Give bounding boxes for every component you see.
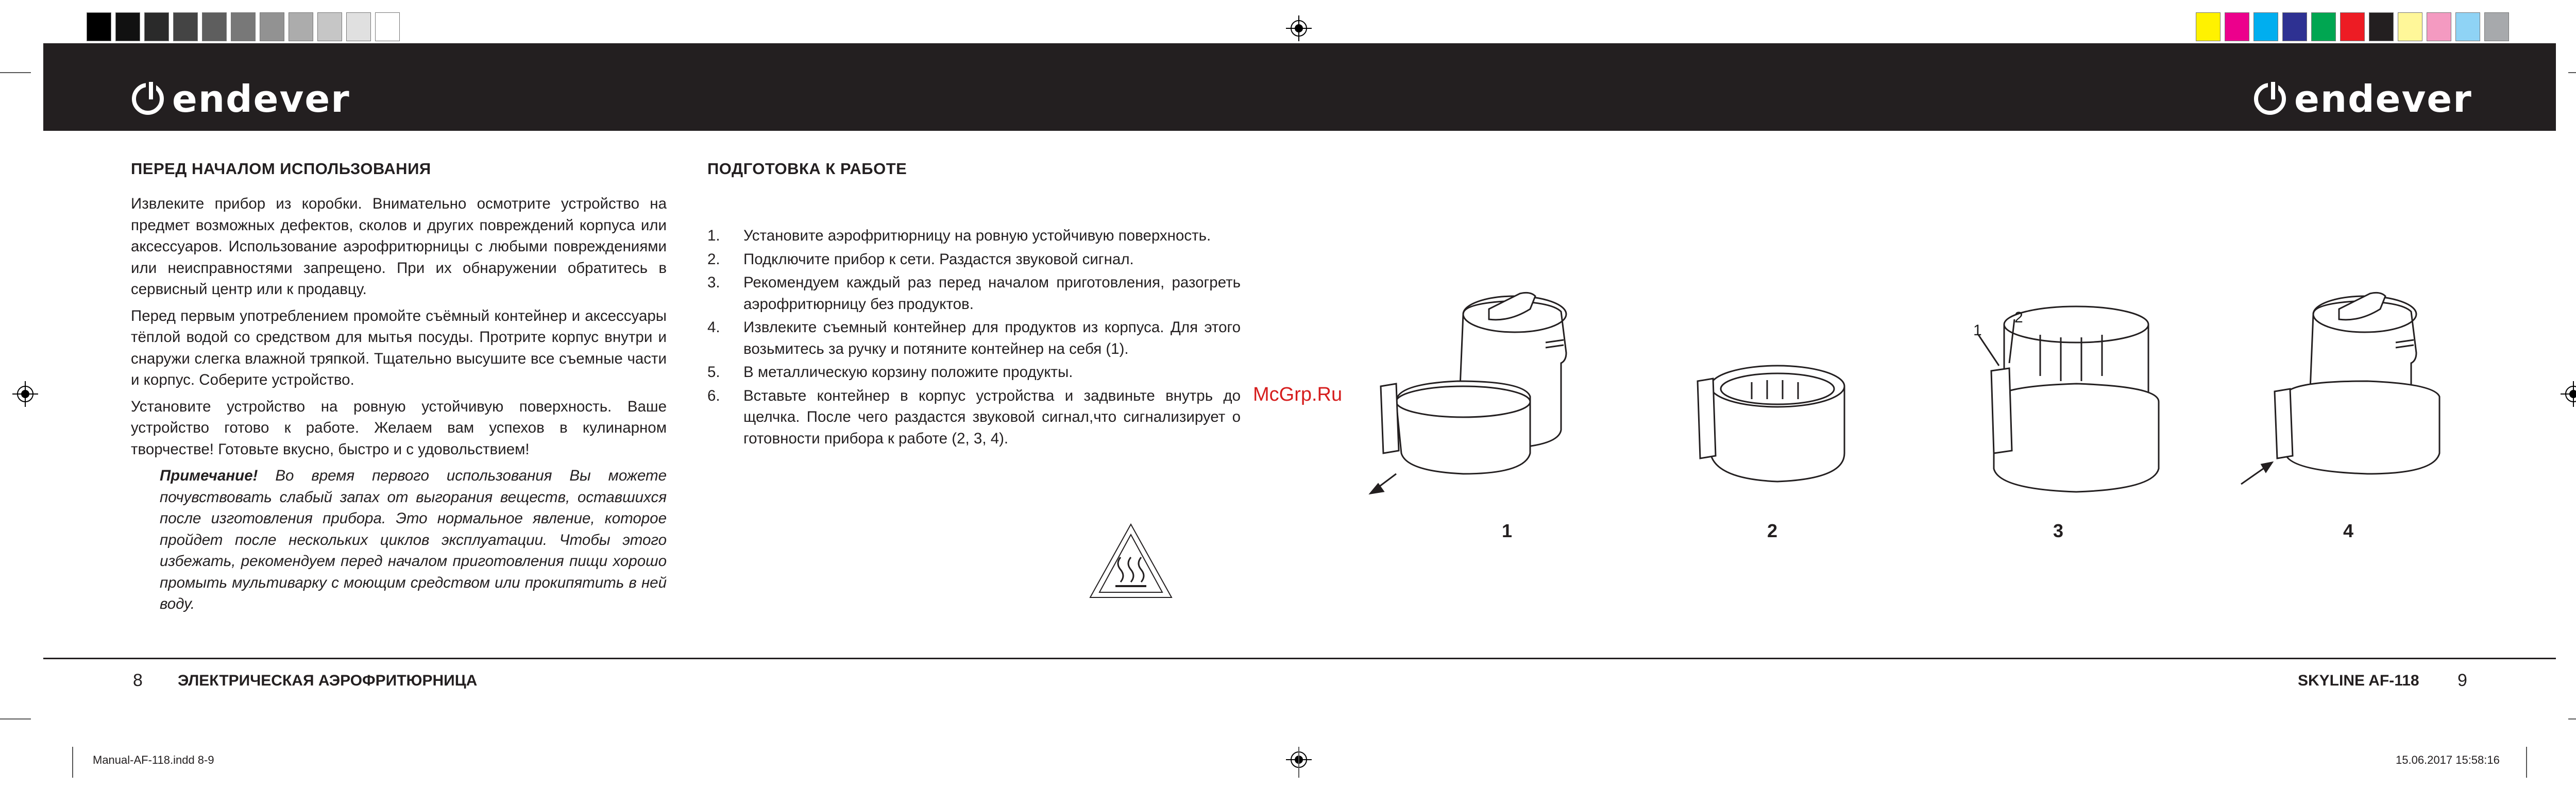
step-text: Подключите прибор к сети. Раздастся звуковой сигнал. xyxy=(743,250,1134,268)
gray-swatch xyxy=(375,12,400,41)
color-swatch xyxy=(2369,12,2394,41)
gray-swatch xyxy=(202,12,227,41)
step-item xyxy=(707,225,1241,247)
brand-logo-right xyxy=(2254,78,2472,119)
note-label: Примечание! xyxy=(160,467,258,484)
figure-2-basket xyxy=(1690,350,1865,515)
gray-swatch xyxy=(289,12,313,41)
hot-surface-warning-icon xyxy=(1087,520,1175,646)
step-number: 5. xyxy=(707,364,720,381)
watermark: McGrp.Ru xyxy=(1253,384,1343,405)
step-text: Рекомендуем каждый раз перед началом приготовления, разогреть аэрофритюрницу без продуктов. xyxy=(743,274,1241,313)
slug-timestamp: 15.06.2017 15:58:16 xyxy=(2396,753,2500,766)
step-number: 1. xyxy=(707,227,720,244)
header-band xyxy=(43,43,2556,131)
crop-mark xyxy=(2526,747,2527,778)
gray-swatch xyxy=(346,12,371,41)
crop-mark xyxy=(0,718,31,720)
figure-4-fryer-assembled xyxy=(2236,278,2452,515)
step-number: 3. xyxy=(707,274,720,291)
page-number-right: 9 xyxy=(2458,671,2467,690)
steps-list xyxy=(707,225,1241,449)
step-item xyxy=(707,362,1241,383)
step-text: В металлическую корзину положите продукты. xyxy=(743,364,1073,381)
crop-mark xyxy=(2568,718,2576,720)
figure-label-4: 4 xyxy=(2343,520,2354,541)
gray-swatch xyxy=(144,12,169,41)
figure-1-fryer-basket-out xyxy=(1360,278,1628,515)
color-swatch xyxy=(2484,12,2509,41)
step-number: 4. xyxy=(707,319,720,336)
color-swatch xyxy=(2455,12,2480,41)
left-column-text xyxy=(131,193,667,615)
footer-title-left: ЭЛЕКТРИЧЕСКАЯ АЭРОФРИТЮРНИЦА xyxy=(178,672,478,689)
color-swatch xyxy=(2311,12,2336,41)
step-item xyxy=(707,249,1241,270)
note-paragraph xyxy=(160,465,667,615)
preparation-steps xyxy=(707,225,1241,451)
paragraph: Извлеките прибор из коробки. Внимательно осмотрите устройство на предмет возможных дефектов, сколов и других повреждений корпуса или аксессуаров. Использование аэрофритюрницы с любыми повреждениями или неисправностями запрещено. При их обнаружении обратитесь в сервисный центр или к продавцу. xyxy=(131,195,667,298)
step-text: Установите аэрофритюрницу на ровную устойчивую поверхность. xyxy=(743,227,1211,244)
gray-swatch xyxy=(260,12,284,41)
gray-swatch xyxy=(231,12,256,41)
crop-mark xyxy=(1298,747,1299,778)
figure-label-1: 1 xyxy=(1502,520,1513,541)
figure-label-3: 3 xyxy=(2053,520,2064,541)
gray-swatch xyxy=(87,12,111,41)
paragraph: Перед первым употреблением промойте съёмный контейнер и аксессуары тёплой водой со средством для мытья посуды. Протрите корпус внутри и снаружи слегка влажной тряпкой. Тщательно высушите все съемные части и корпус. Соберите устройство. xyxy=(131,307,667,388)
callout-1: 1 xyxy=(1973,322,1982,339)
brand-logo-left xyxy=(132,78,350,119)
step-number: 2. xyxy=(707,250,720,268)
color-swatch xyxy=(2340,12,2365,41)
callout-2: 2 xyxy=(2014,309,2023,326)
step-item xyxy=(707,272,1241,315)
color-swatch xyxy=(2282,12,2307,41)
registration-mark-right xyxy=(2561,381,2576,407)
color-swatch xyxy=(2427,12,2451,41)
step-text: Извлеките съемный контейнер для продуктов из корпуса. Для этого возьмитесь за ручку и потяните контейнер на себя (1). xyxy=(743,319,1241,357)
figure-label-2: 2 xyxy=(1767,520,1778,541)
step-number: 6. xyxy=(707,387,720,404)
section-heading-before-use: ПЕРЕД НАЧАЛОМ ИСПОЛЬЗОВАНИЯ xyxy=(131,160,431,178)
brand-wordmark: endever xyxy=(172,77,350,121)
crop-mark xyxy=(72,747,73,778)
color-swatch xyxy=(2398,12,2422,41)
color-swatch xyxy=(2253,12,2278,41)
step-item xyxy=(707,317,1241,359)
registration-mark-top xyxy=(1286,15,1312,41)
registration-mark-left xyxy=(12,381,38,407)
step-item xyxy=(707,385,1241,450)
note-text: Во время первого использования Вы можете почувствовать слабый запах от выгорания веществ, оставшихся после изготовления прибора. Это нормальное явление, которое пройдет после нескольких циклов эксплуатации. Чтобы этого избежать, рекомендуем перед началом приготовления пищи хорошо промыть мультиварку с моющим средством или прокипятить в ней воду. xyxy=(160,467,667,612)
slug-filename: Manual-AF-118.indd 8-9 xyxy=(93,753,214,766)
figure-3-insert-basket xyxy=(1963,304,2179,520)
crop-mark xyxy=(2568,72,2576,73)
gray-swatch xyxy=(115,12,140,41)
brand-wordmark: endever xyxy=(2294,77,2472,121)
gray-swatch xyxy=(317,12,342,41)
power-icon xyxy=(132,83,164,115)
gray-swatch xyxy=(173,12,198,41)
section-heading-preparation: ПОДГОТОВКА К РАБОТЕ xyxy=(707,160,907,178)
footer-title-right: SKYLINE AF-118 xyxy=(2298,672,2419,689)
footer-rule xyxy=(43,658,2556,659)
power-icon xyxy=(2254,83,2286,115)
color-swatch xyxy=(2196,12,2221,41)
paragraph: Установите устройство на ровную устойчивую поверхность. Ваше устройство готово к работе. Желаем вам успехов в кулинарном творчестве! Готовьте вкусно, быстро и с удовольствием! xyxy=(131,398,667,458)
step-text: Вставьте контейнер в корпус устройства и задвиньте внутрь до щелчка. После чего раздастся звуковой сигнал,что сигнализирует о готовности прибора к работе (2, 3, 4). xyxy=(743,387,1241,447)
color-swatch xyxy=(2225,12,2249,41)
crop-mark xyxy=(0,72,31,73)
page-number-left: 8 xyxy=(133,671,143,690)
